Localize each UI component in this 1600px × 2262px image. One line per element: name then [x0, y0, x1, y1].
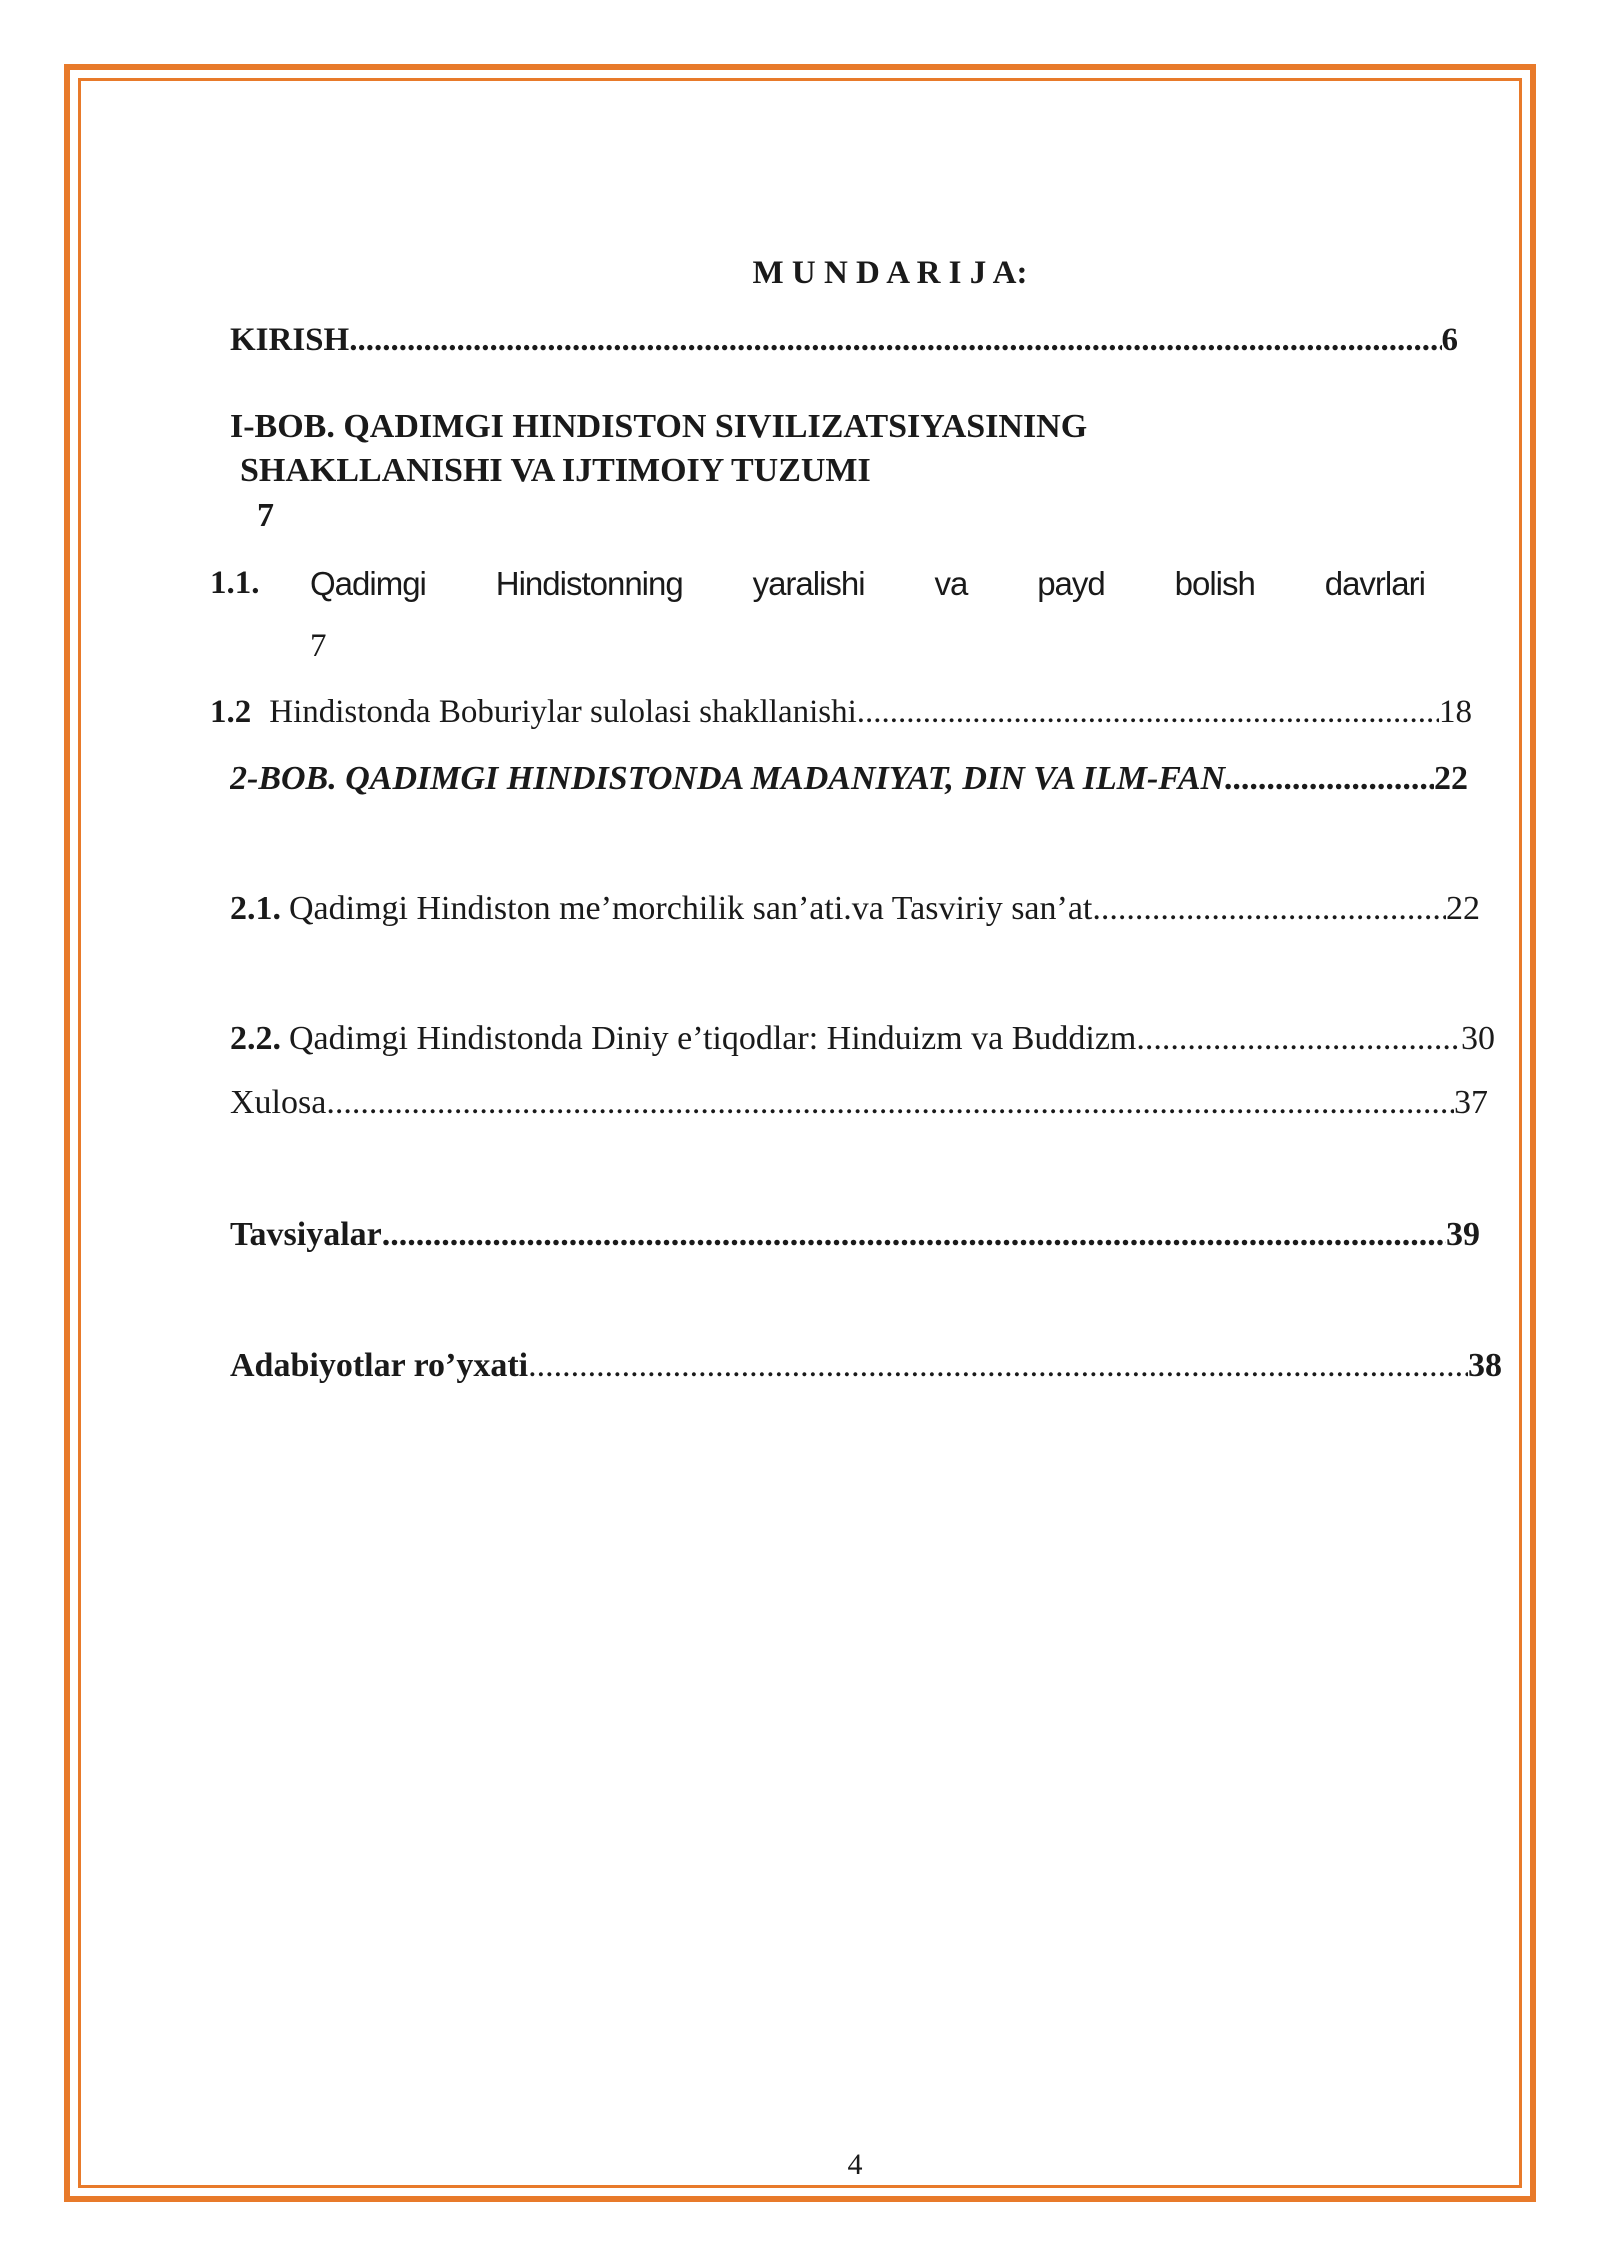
toc-section-number: 2.2.: [230, 1020, 281, 1057]
toc-entry-label: Qadimgi Hindistonda Diniy e’tiqodlar: Hinduizm va Buddizm: [289, 1020, 1137, 1057]
toc-entry-label: 2-BOB. QADIMGI HINDISTONDA MADANIYAT, DIN VA ILM-FAN: [230, 760, 1226, 797]
toc-page-number: 22: [1434, 760, 1468, 797]
toc-section-1-1-title[interactable]: [310, 565, 1425, 603]
leader-dots: [528, 1347, 1468, 1385]
toc-section-2-1[interactable]: [230, 890, 1480, 928]
toc-entry-xulosa[interactable]: [230, 1084, 1488, 1122]
toc-section-1-1-page: 7: [310, 628, 327, 664]
toc-page-number: 6: [1441, 322, 1458, 358]
toc-entry-label: KIRISH: [230, 322, 350, 358]
toc-entry-label: Xulosa: [230, 1084, 327, 1121]
toc-page-number: 18: [1439, 694, 1472, 730]
toc-title: M U N D A R I J A:: [752, 255, 1028, 291]
toc-entry-label: Tavsiyalar: [230, 1216, 382, 1253]
page-number: 4: [847, 2148, 863, 2181]
leader-dots: [349, 322, 1441, 359]
toc-word: bolish: [1174, 565, 1255, 602]
toc-word: Hindistonning: [495, 565, 683, 602]
toc-entry-label: Qadimgi Hindiston me’morchilik san’ati.va Tasviriy san’at: [289, 890, 1093, 927]
toc-page-number: 22: [1446, 890, 1480, 927]
leader-dots: [382, 1216, 1446, 1254]
toc-page-number: 37: [1454, 1084, 1488, 1121]
toc-chapter-1-page: 7: [257, 497, 274, 534]
leader-dots: [326, 1084, 1454, 1122]
page-border-inner: [78, 78, 1522, 2188]
toc-section-2-2[interactable]: [230, 1020, 1495, 1058]
leader-dots: [857, 694, 1439, 731]
leader-dots: [1136, 1020, 1461, 1058]
toc-entry-kirish[interactable]: [230, 322, 1458, 359]
toc-chapter-1-line1[interactable]: I-BOB. QADIMGI HINDISTON SIVILIZATSIYASINING: [230, 408, 1088, 445]
toc-section-number: 2.1.: [230, 890, 281, 927]
toc-entry-label: Adabiyotlar ro’yxati: [230, 1347, 529, 1384]
toc-word: Qadimgi: [310, 565, 426, 602]
leader-dots: [1225, 760, 1434, 798]
toc-section-1-1-number: 1.1.: [210, 565, 260, 601]
toc-page-number: 30: [1461, 1020, 1495, 1057]
toc-word: davrlari: [1324, 565, 1425, 602]
toc-word: yaralishi: [752, 565, 865, 602]
toc-entry-tavsiyalar[interactable]: [230, 1216, 1480, 1254]
toc-section-1-2[interactable]: [210, 694, 1472, 731]
toc-entry-label: Hindistonda Boburiylar sulolasi shakllanishi: [269, 694, 857, 730]
toc-chapter-1-line2[interactable]: SHAKLLANISHI VA IJTIMOIY TUZUMI: [240, 452, 871, 489]
toc-word: va: [934, 565, 968, 602]
toc-entry-adabiyotlar[interactable]: [230, 1347, 1502, 1385]
toc-page-number: 39: [1446, 1216, 1480, 1253]
toc-page-number: 38: [1468, 1347, 1502, 1384]
toc-chapter-2[interactable]: [230, 760, 1468, 798]
toc-section-number: 1.2: [210, 694, 252, 730]
toc-word: payd: [1037, 565, 1105, 602]
leader-dots: [1092, 890, 1446, 928]
